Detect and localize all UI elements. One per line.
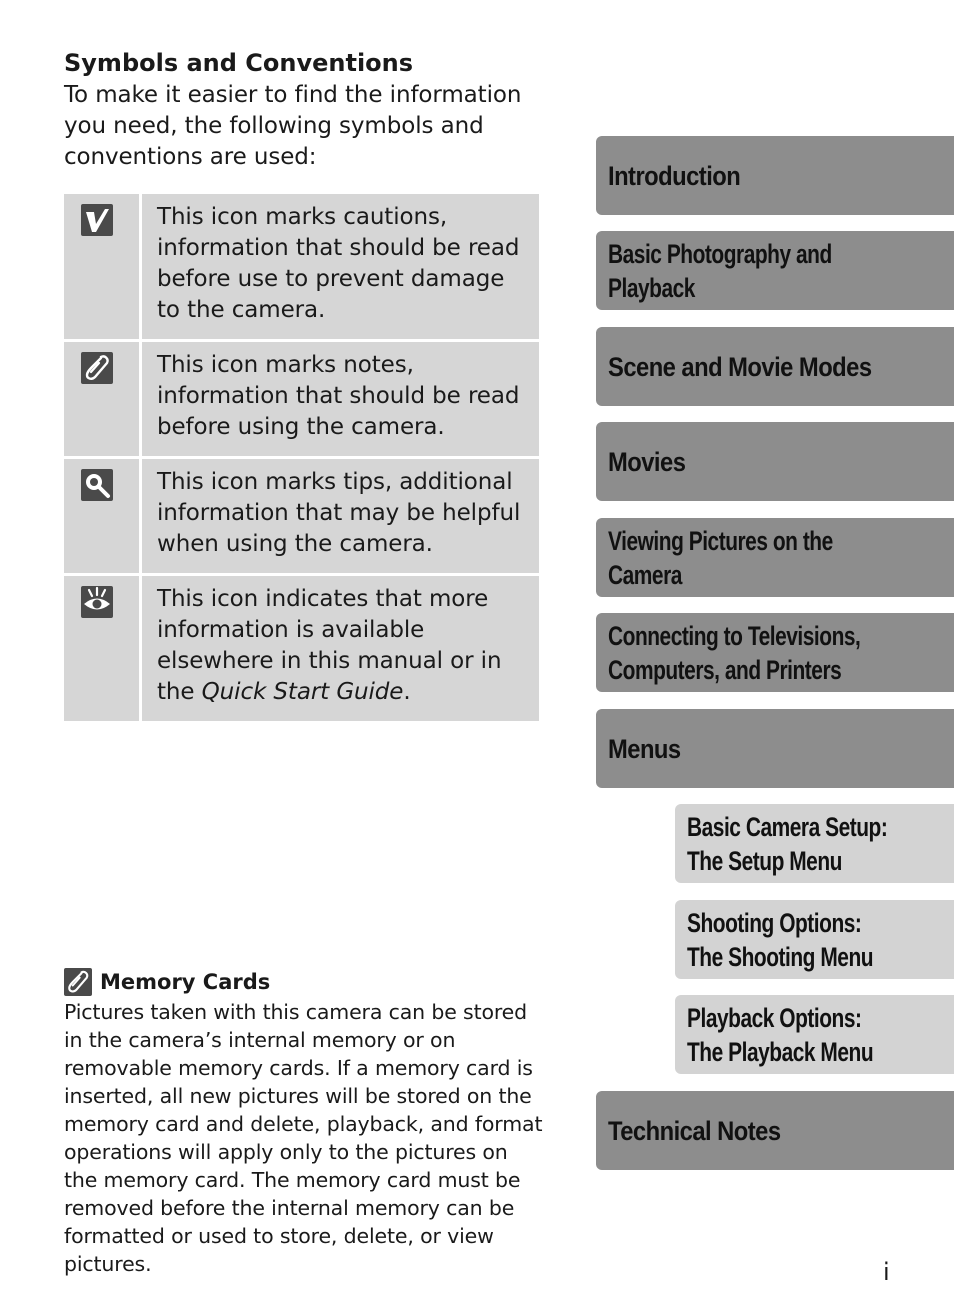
table-row (64, 458, 539, 575)
tab-basic-photography[interactable]: Basic Photography and Playback (596, 231, 954, 310)
symbol-description: This icon indicates that more information is available elsewhere in this manual or in the Quick Start Guide. (141, 575, 540, 722)
note-body: Pictures taken with this camera can be stored in the camera’s internal memory or on removable memory cards. If a memory card is inserted, all new pictures will be stored on the memory card and delete, playback, and format operations will apply only to the pictures on the memory card. The memory card must be removed before the internal memory can be formatted or used to store, delete, or view pictures. (64, 1000, 543, 1276)
tab-viewing-pictures[interactable]: Viewing Pictures on the Camera (596, 518, 954, 597)
tab-shooting-menu[interactable]: Shooting Options: The Shooting Menu (675, 900, 954, 979)
note-title (64, 968, 270, 996)
quick-start-guide-ref: Quick Start Guide (201, 679, 404, 705)
tab-scene-movie-modes[interactable]: Scene and Movie Modes (596, 327, 954, 406)
pencil-note-icon (81, 352, 113, 384)
table-row (64, 194, 539, 341)
tab-connecting[interactable]: Connecting to Televisions, Computers, and Printers (596, 613, 954, 692)
symbol-description: This icon marks cautions, information that should be read before use to prevent damage to the camera. (157, 204, 520, 323)
pencil-note-icon (64, 968, 92, 996)
tab-technical-notes[interactable]: Technical Notes (596, 1091, 954, 1170)
symbol-description: This icon marks notes, information that should be read before using the camera. (141, 341, 540, 458)
magnifier-tip-icon (81, 469, 113, 501)
section-heading: Symbols and Conventions (64, 49, 414, 77)
table-row (64, 575, 539, 722)
tab-playback-menu[interactable]: Playback Options: The Playback Menu (675, 995, 954, 1074)
tab-introduction[interactable]: Introduction (596, 136, 954, 215)
tab-movies[interactable]: Movies (596, 422, 954, 501)
note-title-text: Memory Cards (100, 970, 271, 994)
check-mark-icon (81, 204, 113, 236)
eye-reference-icon (81, 586, 113, 618)
page-number: i (883, 1258, 890, 1286)
tab-setup-menu[interactable]: Basic Camera Setup: The Setup Menu (675, 804, 954, 883)
section-intro: To make it easier to find the information you need, the following symbols and conventions are used: (64, 82, 522, 170)
table-row (64, 341, 539, 458)
tab-menus[interactable]: Menus (596, 709, 954, 788)
symbol-description: This icon marks tips, additional information that may be helpful when using the camera. (141, 458, 540, 575)
symbols-table (64, 194, 539, 721)
